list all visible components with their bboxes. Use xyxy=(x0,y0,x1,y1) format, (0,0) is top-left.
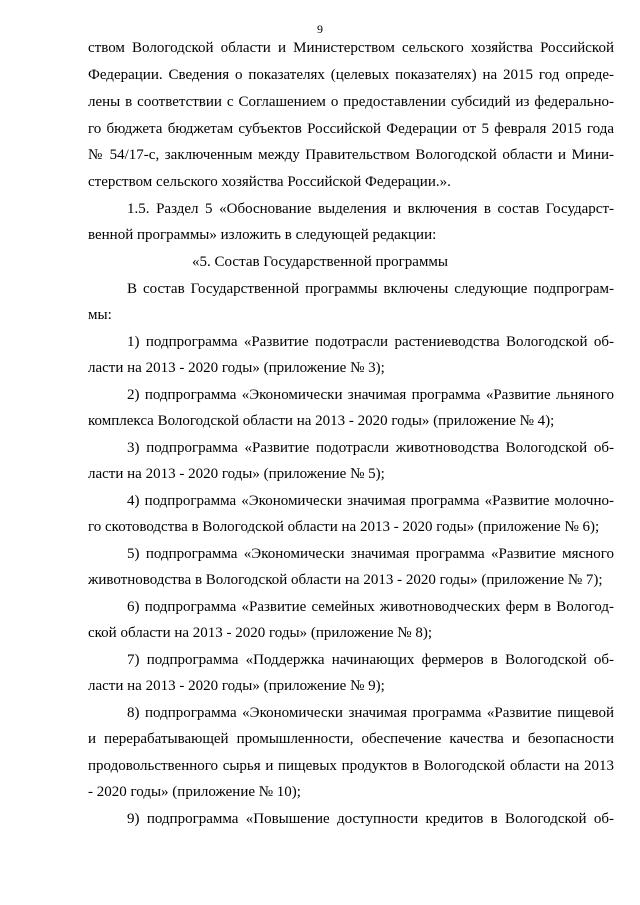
list-item: 5) подпрограмма «Экономически значимая программа «Развитие мясного xyxy=(127,546,614,562)
list-item: 7) подпрограмма «Поддержка начинающих фермеров в Вологодской об- xyxy=(127,652,614,668)
list-item: 4) подпрограмма «Экономически значимая программа «Развитие молочно- xyxy=(127,493,614,509)
list-item-continuation: ласти на 2013 - 2020 годы» (приложение № 3); xyxy=(88,360,385,376)
list-item: 2) подпрограмма «Экономически значимая программа «Развитие льняного xyxy=(127,387,614,403)
list-item: 6) подпрограмма «Развитие семейных животноводческих ферм в Вологод- xyxy=(127,599,614,615)
page-number: 9 xyxy=(317,22,323,36)
list-item-continuation: ласти на 2013 - 2020 годы» (приложение № 9); xyxy=(88,678,385,694)
text-line: ством Вологодской области и Министерством сельского хозяйства Российской xyxy=(88,40,614,56)
text-line: венной программы» изложить в следующей редакции: xyxy=(88,227,437,243)
text-line: мы: xyxy=(88,307,112,323)
text-line: В состав Государственной программы включены следующие подпрограм- xyxy=(127,281,614,297)
text-line: Федерации. Сведения о показателях (целевых показателях) на 2015 год опреде- xyxy=(88,67,614,83)
list-item-continuation: - 2020 годы» (приложение № 10); xyxy=(88,784,301,800)
text-line: № 54/17-с, заключенным между Правительством Вологодской области и Мини- xyxy=(88,147,614,163)
text-line: лены в соответствии с Соглашением о предоставлении субсидий из федерально- xyxy=(88,94,614,110)
list-item-continuation: животноводства в Вологодской области на 2013 - 2020 годы» (приложение № 7); xyxy=(88,572,603,588)
list-item: 1) подпрограмма «Развитие подотрасли растениеводства Вологодской об- xyxy=(127,334,614,350)
list-item: 3) подпрограмма «Развитие подотрасли животноводства Вологодской об- xyxy=(127,440,614,456)
text-line: стерством сельского хозяйства Российской Федерации.». xyxy=(88,174,451,190)
list-item-continuation: ласти на 2013 - 2020 годы» (приложение № 5); xyxy=(88,466,385,482)
text-line: го бюджета бюджетам субъектов Российской Федерации от 5 февраля 2015 года xyxy=(88,121,614,137)
list-item-continuation: го скотоводства в Вологодской области на 2013 - 2020 годы» (приложение № 6); xyxy=(88,519,600,535)
text-line: 1.5. Раздел 5 «Обоснование выделения и включения в состав Государст- xyxy=(127,201,614,217)
list-item-continuation: и перерабатывающей промышленности, обеспечение качества и безопасности xyxy=(88,731,614,747)
list-item-continuation: комплекса Вологодской области на 2013 - 2020 годы» (приложение № 4); xyxy=(88,413,555,429)
list-item: 8) подпрограмма «Экономически значимая программа «Развитие пищевой xyxy=(127,705,614,721)
list-item-continuation: продовольственного сырья и пищевых продуктов в Вологодской области на 2013 xyxy=(88,758,614,774)
list-item: 9) подпрограмма «Повышение доступности кредитов в Вологодской об- xyxy=(127,811,614,827)
section-heading: «5. Состав Государственной программы xyxy=(192,254,448,270)
list-item-continuation: ской области на 2013 - 2020 годы» (приложение № 8); xyxy=(88,625,433,641)
